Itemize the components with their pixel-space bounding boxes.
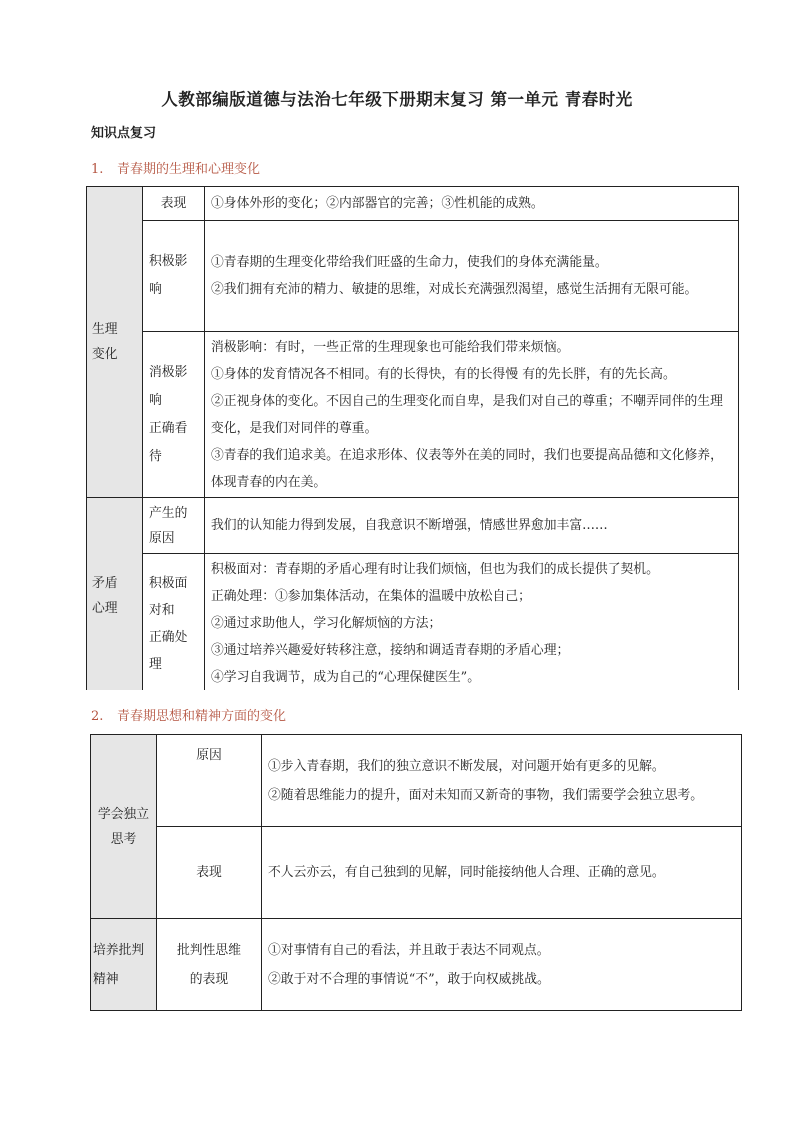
content-line: ②通过求助他人，学习化解烦恼的方法； xyxy=(211,616,442,631)
content-line: 正确处理：①参加集体活动，在集体的温暖中放松自己； xyxy=(211,589,531,604)
row-label: 批判性思维 的表现 xyxy=(157,919,262,1011)
page-title: 人教部编版道德与法治七年级下册期末复习 第一单元 青春时光 xyxy=(161,90,633,109)
content-line: 我们的认知能力得到发展，自我意识不断增强，情感世界愈加丰富…… xyxy=(211,518,608,533)
row-content xyxy=(205,221,739,332)
group-label: 培养批判 精神 xyxy=(91,919,157,1011)
group-label: 学会独立 思考 xyxy=(91,735,157,919)
group-label: 矛盾 心理 xyxy=(87,498,143,694)
section-number: 1. xyxy=(91,162,104,177)
row-content xyxy=(262,919,742,1011)
content-line: ③青春的我们追求美。在追求形体、仪表等外在美的同时，我们也要提高品德和文化修养，体现青春的内在美。 xyxy=(211,447,723,490)
row-content xyxy=(205,187,739,221)
content-line: 积极面对：青春期的矛盾心理有时让我们烦恼，但也为我们的成长提供了契机。 xyxy=(211,562,659,577)
row-label: 原因 xyxy=(157,735,262,827)
row-label: 表现 xyxy=(143,187,205,221)
physiology-psychology-table xyxy=(86,186,739,694)
group-label: 生理 变化 xyxy=(87,187,143,498)
row-label: 产生的 原因 xyxy=(143,498,205,554)
section-heading-1 xyxy=(91,158,260,177)
section-title: 青春期思想和精神方面的变化 xyxy=(117,709,287,724)
content-line: ④学习自我调节，成为自己的“心理保健医生”。 xyxy=(211,670,481,685)
page-subtitle: 知识点复习 xyxy=(91,126,157,141)
page-break-mask xyxy=(80,690,750,704)
content-line: ①身体外形的变化；②内部器官的完善；③性机能的成熟。 xyxy=(211,196,544,211)
content-line: ①青春期的生理变化带给我们旺盛的生命力，使我们的身体充满能量。 xyxy=(211,255,608,270)
content-line: ②随着思维能力的提升，面对未知而又新奇的事物，我们需要学会独立思考。 xyxy=(268,787,704,803)
thinking-spirit-table xyxy=(90,734,742,1011)
row-content xyxy=(205,554,739,694)
row-label: 消极影 响 正确看 待 xyxy=(143,332,205,498)
content-line: ②我们拥有充沛的精力、敏捷的思维，对成长充满强烈渴望，感觉生活拥有无限可能。 xyxy=(211,282,698,297)
row-label: 表现 xyxy=(157,827,262,919)
content-line: 消极影响：有时，一些正常的生理现象也可能给我们带来烦恼。 xyxy=(211,339,570,355)
content-line: ①对事情有自己的看法，并且敢于表达不同观点。 xyxy=(268,942,550,958)
section-title: 青春期的生理和心理变化 xyxy=(117,162,261,177)
content-line: ③通过培养兴趣爱好转移注意，接纳和调适青春期的矛盾心理； xyxy=(211,643,570,658)
row-label: 积极影 响 xyxy=(143,221,205,332)
content-line: 不人云亦云，有自己独到的见解，同时能接纳他人合理、正确的意见。 xyxy=(268,865,665,880)
section-heading-2 xyxy=(91,705,286,724)
content-line: ②敢于对不合理的事情说“不”，敢于向权威挑战。 xyxy=(268,971,550,987)
content-line: ②正视身体的变化。不因自己的生理变化而自卑，是我们对自己的尊重；不嘲弄同伴的生理变化，是我们对同伴的尊重。 xyxy=(211,393,723,436)
section-number: 2. xyxy=(91,709,104,724)
row-label: 积极面 对和 正确处 理 xyxy=(143,554,205,694)
row-content xyxy=(262,827,742,919)
row-content xyxy=(205,498,739,554)
row-content xyxy=(205,332,739,498)
row-content xyxy=(262,735,742,827)
content-line: ①身体的发育情况各不相同。有的长得快，有的长得慢 有的先长胖，有的先长高。 xyxy=(211,366,676,382)
content-line: ①步入青春期，我们的独立意识不断发展，对问题开始有更多的见解。 xyxy=(268,758,665,774)
